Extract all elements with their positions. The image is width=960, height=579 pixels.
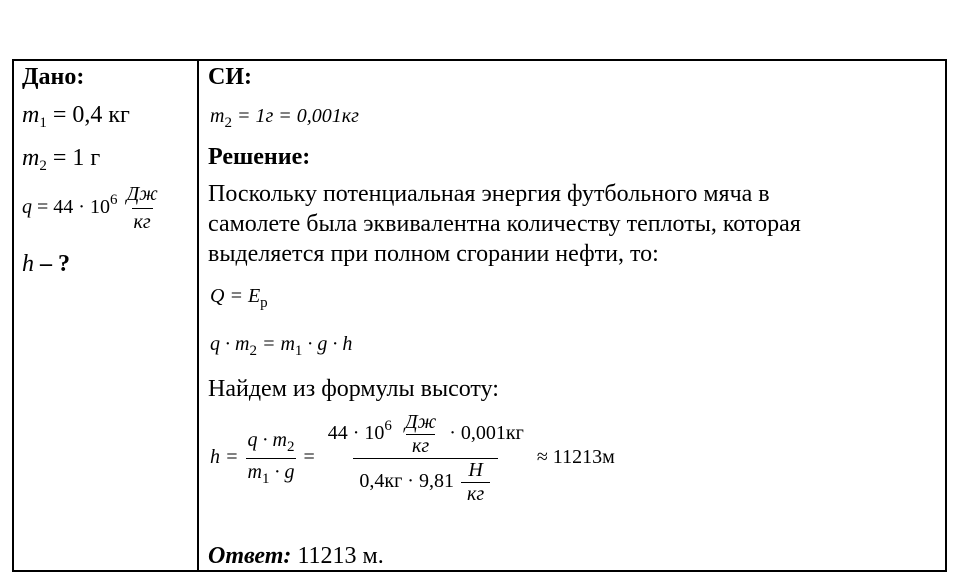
- fraction-general: $\frac{q \cdot m_2}{m_1 \cdot g}$: [247, 429, 295, 487]
- column-divider: [197, 61, 199, 570]
- solution-heading: Решение:: [208, 144, 311, 170]
- answer: Ответ: 11213 м.: [208, 543, 384, 569]
- solution-table: [12, 59, 947, 572]
- si-conversion: $m_2 = 1г = 0,001кг$: [210, 105, 359, 131]
- given-m2: $m_2 = 1$ г: [22, 145, 101, 174]
- given-m1: $m_1 = 0,4$ кг: [22, 102, 130, 131]
- si-heading: СИ:: [208, 64, 252, 90]
- fraction-numeric: $44 \cdot 10^6$ $\frac{Дж}{кг}$ · 0,001кг 0,4кг · 9,81 $\frac{Н}{кг}$: [327, 411, 524, 505]
- find-height-text: Найдем из формулы высоту:: [208, 376, 499, 402]
- given-heading: Дано:: [22, 64, 85, 90]
- equation-energy: $Q = E_p$: [210, 285, 268, 311]
- equation-balance: $q \cdot m_2 = m_1 \cdot g \cdot h$: [210, 333, 353, 359]
- q-unit-fraction: $\frac{Дж}{кг}$: [126, 183, 158, 233]
- given-find: h – ?: [22, 251, 70, 277]
- given-q: $q = 44 \cdot 10^6$ $\frac{Дж}{кг}$: [22, 183, 158, 233]
- final-formula: h = $\frac{q \cdot m_2}{m_1 \cdot g}$ = $44 \cdot 10^6$ $\frac{Дж}{кг}$ · 0,001кг 0,4кг · 9,81 $\frac{Н}{кг}$ ≈ 11213м: [210, 411, 615, 505]
- solution-paragraph: Поскольку потенциальная энергия футбольного мяча в самолете была эквивалентна количеству теплоты, которая выделяется при полном сгорании нефти, то:: [208, 181, 801, 267]
